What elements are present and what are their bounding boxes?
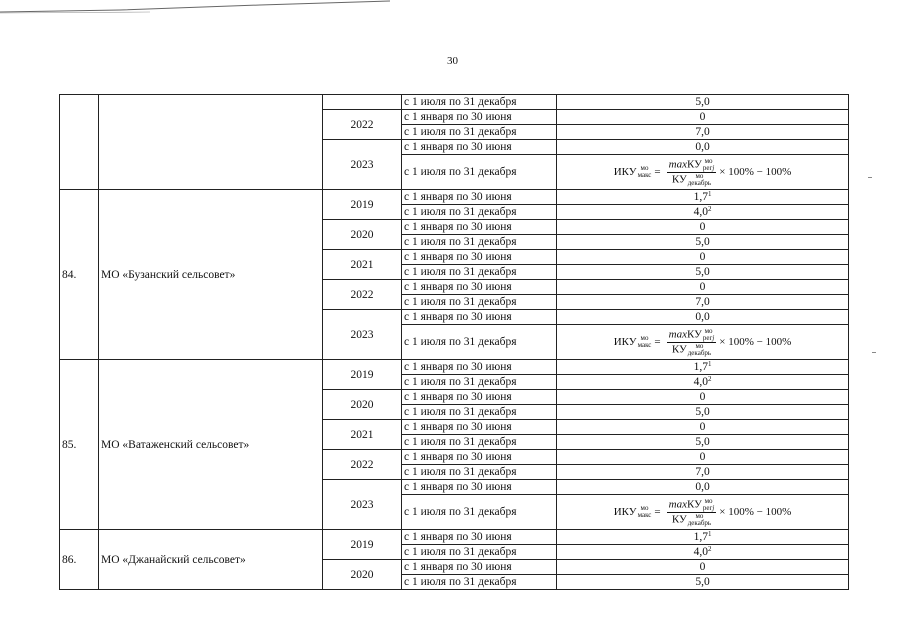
period-cell: с 1 июля по 31 декабря — [402, 545, 557, 560]
value-text: 1,7 — [693, 531, 708, 543]
value-text: 0 — [699, 251, 706, 263]
formula-fraction: maxКУ мо регj КУ мо декабрь — [668, 156, 715, 187]
scan-artifact-line — [0, 0, 390, 18]
value-text: 0 — [699, 221, 706, 233]
value-cell — [557, 295, 849, 310]
footnote-mark: 1 — [707, 190, 712, 198]
period-cell: с 1 января по 30 июня — [402, 110, 557, 125]
value-text: 7,0 — [695, 296, 710, 308]
period-cell: с 1 июля по 31 декабря — [402, 155, 557, 190]
period-cell: с 1 июля по 31 декабря — [402, 265, 557, 280]
value-text: 7,0 — [695, 466, 710, 478]
formula-lhs: ИКУ мо макс — [613, 164, 652, 180]
value-cell — [557, 405, 849, 420]
value-text: 4,0 — [693, 376, 708, 388]
period-cell: с 1 января по 30 июня — [402, 560, 557, 575]
formula-equals: = — [654, 506, 661, 518]
period-cell: с 1 января по 30 июня — [402, 310, 557, 325]
row-number: 84. — [60, 190, 99, 360]
value-cell — [557, 480, 849, 495]
value-cell — [557, 375, 849, 390]
footnote-mark: 2 — [707, 205, 712, 213]
value-text: 0 — [699, 391, 706, 403]
period-cell: с 1 января по 30 июня — [402, 420, 557, 435]
value-cell — [557, 450, 849, 465]
period-cell: с 1 января по 30 июня — [402, 480, 557, 495]
value-cell — [557, 205, 849, 220]
value-text: 0,0 — [695, 481, 710, 493]
value-text: 0 — [699, 421, 706, 433]
table-row — [60, 360, 849, 375]
year-cell: 2019 — [323, 360, 402, 390]
value-cell — [557, 495, 849, 530]
iku-formula — [614, 328, 792, 357]
footnote-mark: 2 — [707, 545, 712, 553]
year-cell: 2019 — [323, 530, 402, 560]
value-cell — [557, 155, 849, 190]
row-number: 86. — [60, 530, 99, 590]
period-cell: с 1 июля по 31 декабря — [402, 465, 557, 480]
period-cell: с 1 января по 30 июня — [402, 250, 557, 265]
formula-lhs: ИКУ мо макс — [613, 334, 652, 350]
period-cell: с 1 января по 30 июня — [402, 450, 557, 465]
period-cell: с 1 июля по 31 декабря — [402, 575, 557, 590]
municipality-name — [99, 95, 323, 190]
year-cell: 2022 — [323, 110, 402, 140]
value-cell — [557, 360, 849, 375]
formula-tail: × 100% − 100% — [719, 336, 792, 348]
value-text: 5,0 — [695, 406, 710, 418]
row-number: 85. — [60, 360, 99, 530]
year-cell: 2022 — [323, 280, 402, 310]
value-cell — [557, 235, 849, 250]
year-cell: 2021 — [323, 250, 402, 280]
indexation-table — [59, 94, 849, 590]
formula-tail: × 100% − 100% — [719, 506, 792, 518]
municipality-name: МО «Джанайский сельсовет» — [99, 530, 323, 590]
page-number: 30 — [447, 55, 458, 67]
period-cell: с 1 января по 30 июня — [402, 530, 557, 545]
period-cell: с 1 января по 30 июня — [402, 390, 557, 405]
value-text: 0 — [699, 451, 706, 463]
year-cell: 2020 — [323, 390, 402, 420]
footnote-mark: 1 — [707, 360, 712, 368]
period-cell: с 1 января по 30 июня — [402, 190, 557, 205]
value-text: 5,0 — [695, 236, 710, 248]
formula-tail: × 100% − 100% — [719, 166, 792, 178]
value-cell — [557, 190, 849, 205]
scan-speck — [868, 177, 872, 178]
value-cell: 7,0 — [557, 125, 849, 140]
period-cell: с 1 июля по 31 декабря — [402, 435, 557, 450]
period-cell: с 1 января по 30 июня — [402, 220, 557, 235]
value-cell — [557, 280, 849, 295]
value-cell: 5,0 — [557, 95, 849, 110]
period-cell: с 1 июля по 31 декабря — [402, 235, 557, 250]
year-cell: 2022 — [323, 450, 402, 480]
period-cell: с 1 июля по 31 декабря — [402, 95, 557, 110]
year-cell: 2019 — [323, 190, 402, 220]
value-cell — [557, 390, 849, 405]
value-text: 4,0 — [693, 546, 708, 558]
iku-formula — [614, 498, 792, 527]
formula-equals: = — [654, 166, 661, 178]
municipality-name: МО «Бузанский сельсовет» — [99, 190, 323, 360]
value-cell — [557, 325, 849, 360]
period-cell: с 1 июля по 31 декабря — [402, 295, 557, 310]
period-cell: с 1 января по 30 июня — [402, 140, 557, 155]
iku-formula — [614, 158, 792, 187]
formula-fraction: maxКУ мо регj КУ мо декабрь — [668, 496, 715, 527]
value-cell — [557, 420, 849, 435]
year-cell: 2021 — [323, 420, 402, 450]
value-text: 1,7 — [693, 191, 708, 203]
municipality-name: МО «Ватаженский сельсовет» — [99, 360, 323, 530]
year-cell: 2023 — [323, 140, 402, 190]
value-cell — [557, 545, 849, 560]
formula-fraction: maxКУ мо регj КУ мо декабрь — [668, 326, 715, 357]
value-cell — [557, 560, 849, 575]
scan-speck — [872, 352, 876, 353]
year-cell — [323, 95, 402, 110]
value-cell — [557, 310, 849, 325]
value-cell: 0 — [557, 110, 849, 125]
period-cell: с 1 января по 30 июня — [402, 280, 557, 295]
period-cell: с 1 июля по 31 декабря — [402, 405, 557, 420]
table-row — [60, 190, 849, 205]
period-cell: с 1 июля по 31 декабря — [402, 325, 557, 360]
value-text: 0 — [699, 281, 706, 293]
value-text: 5,0 — [695, 266, 710, 278]
value-text: 0 — [699, 561, 706, 573]
period-cell: с 1 июля по 31 декабря — [402, 495, 557, 530]
year-cell: 2023 — [323, 480, 402, 530]
year-cell: 2023 — [323, 310, 402, 360]
period-cell: с 1 января по 30 июня — [402, 360, 557, 375]
period-cell: с 1 июля по 31 декабря — [402, 375, 557, 390]
value-text: 4,0 — [693, 206, 708, 218]
year-cell: 2020 — [323, 220, 402, 250]
value-cell: 0,0 — [557, 140, 849, 155]
table-row — [60, 530, 849, 545]
period-cell: с 1 июля по 31 декабря — [402, 205, 557, 220]
period-cell: с 1 июля по 31 декабря — [402, 125, 557, 140]
value-cell — [557, 435, 849, 450]
formula-equals: = — [654, 336, 661, 348]
footnote-mark: 2 — [707, 375, 712, 383]
table-row — [60, 95, 849, 110]
footnote-mark: 1 — [707, 530, 712, 538]
value-text: 0,0 — [695, 311, 710, 323]
value-cell — [557, 575, 849, 590]
value-cell — [557, 220, 849, 235]
row-number — [60, 95, 99, 190]
value-text: 5,0 — [695, 436, 710, 448]
value-cell — [557, 465, 849, 480]
value-text: 1,7 — [693, 361, 708, 373]
value-cell — [557, 530, 849, 545]
formula-lhs: ИКУ мо макс — [613, 504, 652, 520]
value-text: 5,0 — [695, 576, 710, 588]
value-cell — [557, 265, 849, 280]
year-cell: 2020 — [323, 560, 402, 590]
value-cell — [557, 250, 849, 265]
